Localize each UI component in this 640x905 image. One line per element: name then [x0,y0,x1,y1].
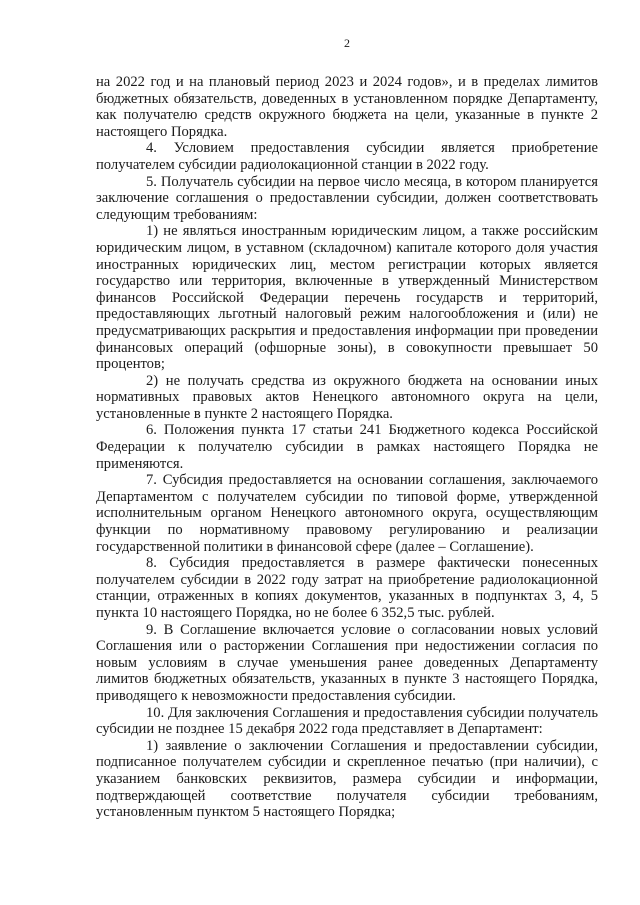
paragraph-item-6: 6. Положения пункта 17 статьи 241 Бюджетного кодекса Российской Федерации к получателю субсидии в рамках настоящего Порядка не применяются. [96,422,598,472]
page-number: 2 [344,36,350,50]
paragraph-item-7: 7. Субсидия предоставляется на основании соглашения, заключаемого Департаментом с получателем субсидии по типовой форме, утвержденной исполнительным органом Ненецкого автономного округа, осуществляющим функции по нормативному правовому регулированию и реализации государственной политики в финансовой сфере (далее – Соглашение). [96,472,598,555]
paragraph-item-5-subitem-1: 1) не являться иностранным юридическим лицом, а также российским юридическим лицом, в уставном (складочном) капитале которого доля участия иностранных юридических лиц, местом регистрации которых является государство или территория, включенные в утвержденный Министерством финансов Российской Федерации перечень государств и территорий, предоставляющих льготный налоговый режим налогообложения и (или) не предусматривающих раскрытия и предоставления информации при проведении финансовых операций (офшорные зоны), в совокупности превышает 50 процентов; [96,223,598,373]
paragraph-item-5-subitem-2: 2) не получать средства из окружного бюджета на основании иных нормативных правовых актов Ненецкого автономного округа на цели, установленные в пункте 2 настоящего Порядка. [96,372,598,422]
paragraph-item-9: 9. В Соглашение включается условие о согласовании новых условий Соглашения или о расторжении Соглашения при недостижении согласия по новым условиям в случае уменьшения ранее доведенных Департаменту лимитов бюджетных обязательств, указанных в пункте 3 настоящего Порядка, приводящего к невозможности предоставления субсидии. [96,621,598,704]
paragraph-continuation: на 2022 год и на плановый период 2023 и 2024 годов», и в пределах лимитов бюджетных обязательств, доведенных в установленном порядке Департаменту, как получателю средств окружного бюджета на цели, указанные в пункте 2 настоящего Порядка. [96,74,598,140]
paragraph-item-4: 4. Условием предоставления субсидии является приобретение получателем субсидии радиолокационной станции в 2022 году. [96,140,598,173]
paragraph-item-5: 5. Получатель субсидии на первое число месяца, в котором планируется заключение соглашения о предоставлении субсидии, должен соответствовать следующим требованиям: [96,173,598,223]
document-body [96,74,598,821]
paragraph-item-10-subitem-1: 1) заявление о заключении Соглашения и предоставлении субсидии, подписанное получателем субсидии и скрепленное печатью (при наличии), с указанием банковских реквизитов, размера субсидии и информации, подтверждающей соответствие получателя субсидии требованиям, установленным пунктом 5 настоящего Порядка; [96,737,598,821]
paragraph-item-10: 10. Для заключения Соглашения и предоставления субсидии получатель субсидии не позднее 15 декабря 2022 года представляет в Департамент: [96,704,598,738]
paragraph-item-8: 8. Субсидия предоставляется в размере фактически понесенных получателем субсидии в 2022 году затрат на приобретение радиолокационной станции, отраженных в копиях документов, указанных в подпунктах 3, 4, 5 пункта 10 настоящего Порядка, но не более 6 352,5 тыс. рублей. [96,555,598,621]
